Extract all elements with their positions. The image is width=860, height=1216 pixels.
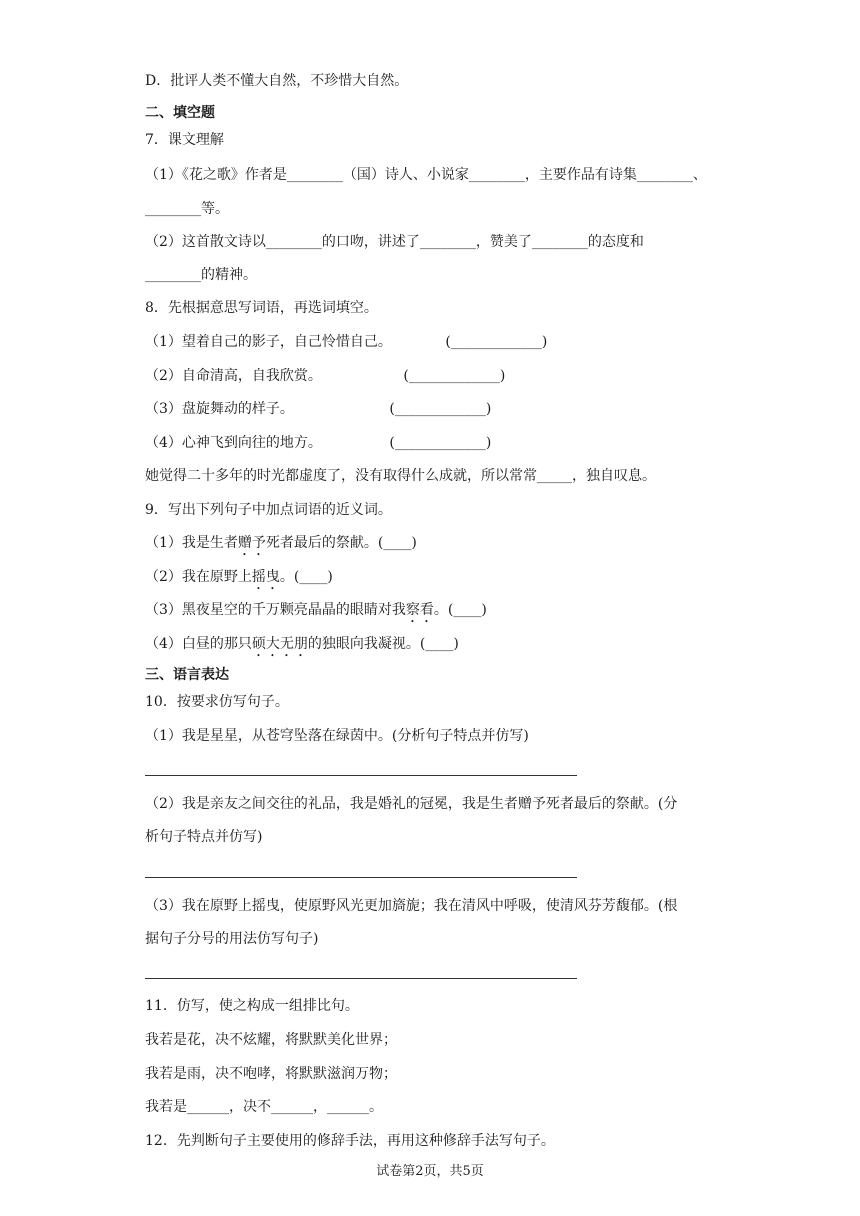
question-10-title: 10．按要求仿写句子。 (145, 694, 289, 710)
question-10-item-2: （2）我是亲友之间交往的礼品，我是婚礼的冠冕，我是生者赠予死者最后的祭献。(分 (145, 796, 678, 812)
text: （2）我在原野上 (145, 569, 252, 585)
answer-line (145, 877, 577, 878)
section-heading-language: 三、语言表达 (145, 667, 229, 683)
question-8-item-3: （3）盘旋舞动的样子。 (_____________) (145, 401, 492, 417)
text: 死者最后的祭献。(____) (265, 535, 417, 551)
question-8-title: 8．先根据意思写词语，再选词填空。 (145, 300, 378, 316)
question-8-item-4: （4）心神飞到向往的地方。 (_____________) (145, 435, 492, 451)
question-7-part-2-cont: ________的精神。 (145, 267, 257, 283)
dotted-word: 察看 (405, 602, 434, 618)
question-9-item-1 (145, 533, 417, 559)
dotted-word: 硕大无朋 (251, 636, 308, 652)
page-footer: 试卷第2页，共5页 (376, 1164, 484, 1179)
answer-line (145, 978, 577, 979)
section-heading-fill-in: 二、填空题 (145, 105, 215, 121)
question-10-item-2-cont: 析句子特点并仿写) (145, 829, 263, 845)
question-9-title: 9．写出下列句子中加点词语的近义词。 (145, 502, 392, 518)
text: 的独眼向我凝视。(____) (307, 636, 459, 652)
text: （4）白昼的那只 (145, 636, 252, 652)
text: （1）我是生者 (145, 535, 238, 551)
question-7-part-1: （1）《花之歌》作者是________（国）诗人、小说家________，主要作品有诗集________、 (145, 167, 707, 183)
question-11-fill: 我若是______，决不______，______。 (145, 1099, 383, 1115)
question-9-item-3 (145, 600, 487, 626)
question-11-example-2: 我若是雨，决不咆哮，将默默滋润万物； (145, 1066, 397, 1082)
question-7-part-2: （2）这首散文诗以________的口吻，讲述了________，赞美了________的态度和 (145, 234, 644, 250)
text: （3）黑夜星空的千万颗亮晶晶的眼睛对我 (145, 602, 406, 618)
question-8-item-2: （2）自命清高，自我欣赏。 (_____________) (145, 368, 506, 384)
dotted-word: 赠予 (237, 535, 266, 551)
option-d: D．批评人类不懂大自然，不珍惜大自然。 (145, 73, 409, 89)
answer-line (145, 775, 577, 776)
text: 。(____) (433, 602, 487, 618)
question-11-title: 11．仿写，使之构成一组排比句。 (145, 998, 359, 1014)
question-12-title: 12．先判断句子主要使用的修辞手法，再用这种修辞手法写句子。 (145, 1133, 555, 1149)
question-8-item-1: （1）望着自己的影子，自己怜惜自己。 (_____________) (145, 334, 548, 350)
question-9-item-2 (145, 567, 333, 593)
question-10-item-1: （1）我是星星，从苍穹坠落在绿茵中。(分析句子特点并仿写) (145, 728, 529, 744)
question-11-example-1: 我若是花，决不炫耀，将默默美化世界； (145, 1032, 397, 1048)
question-7-title: 7．课文理解 (145, 132, 224, 148)
question-10-item-3-cont: 据句子分号的用法仿写句子) (145, 931, 319, 947)
dotted-word: 摇曳 (251, 569, 280, 585)
question-9-item-4 (145, 634, 459, 660)
question-8-fill-sentence: 她觉得二十多年的时光都虚度了，没有取得什么成就，所以常常_____，独自叹息。 (145, 468, 656, 484)
text: 。(____) (279, 569, 333, 585)
question-7-part-1-cont: ________等。 (145, 201, 229, 217)
question-10-item-3: （3）我在原野上摇曳，使原野风光更加旖旎；我在清风中呼吸，使清风芬芳馥郁。(根 (145, 898, 678, 914)
